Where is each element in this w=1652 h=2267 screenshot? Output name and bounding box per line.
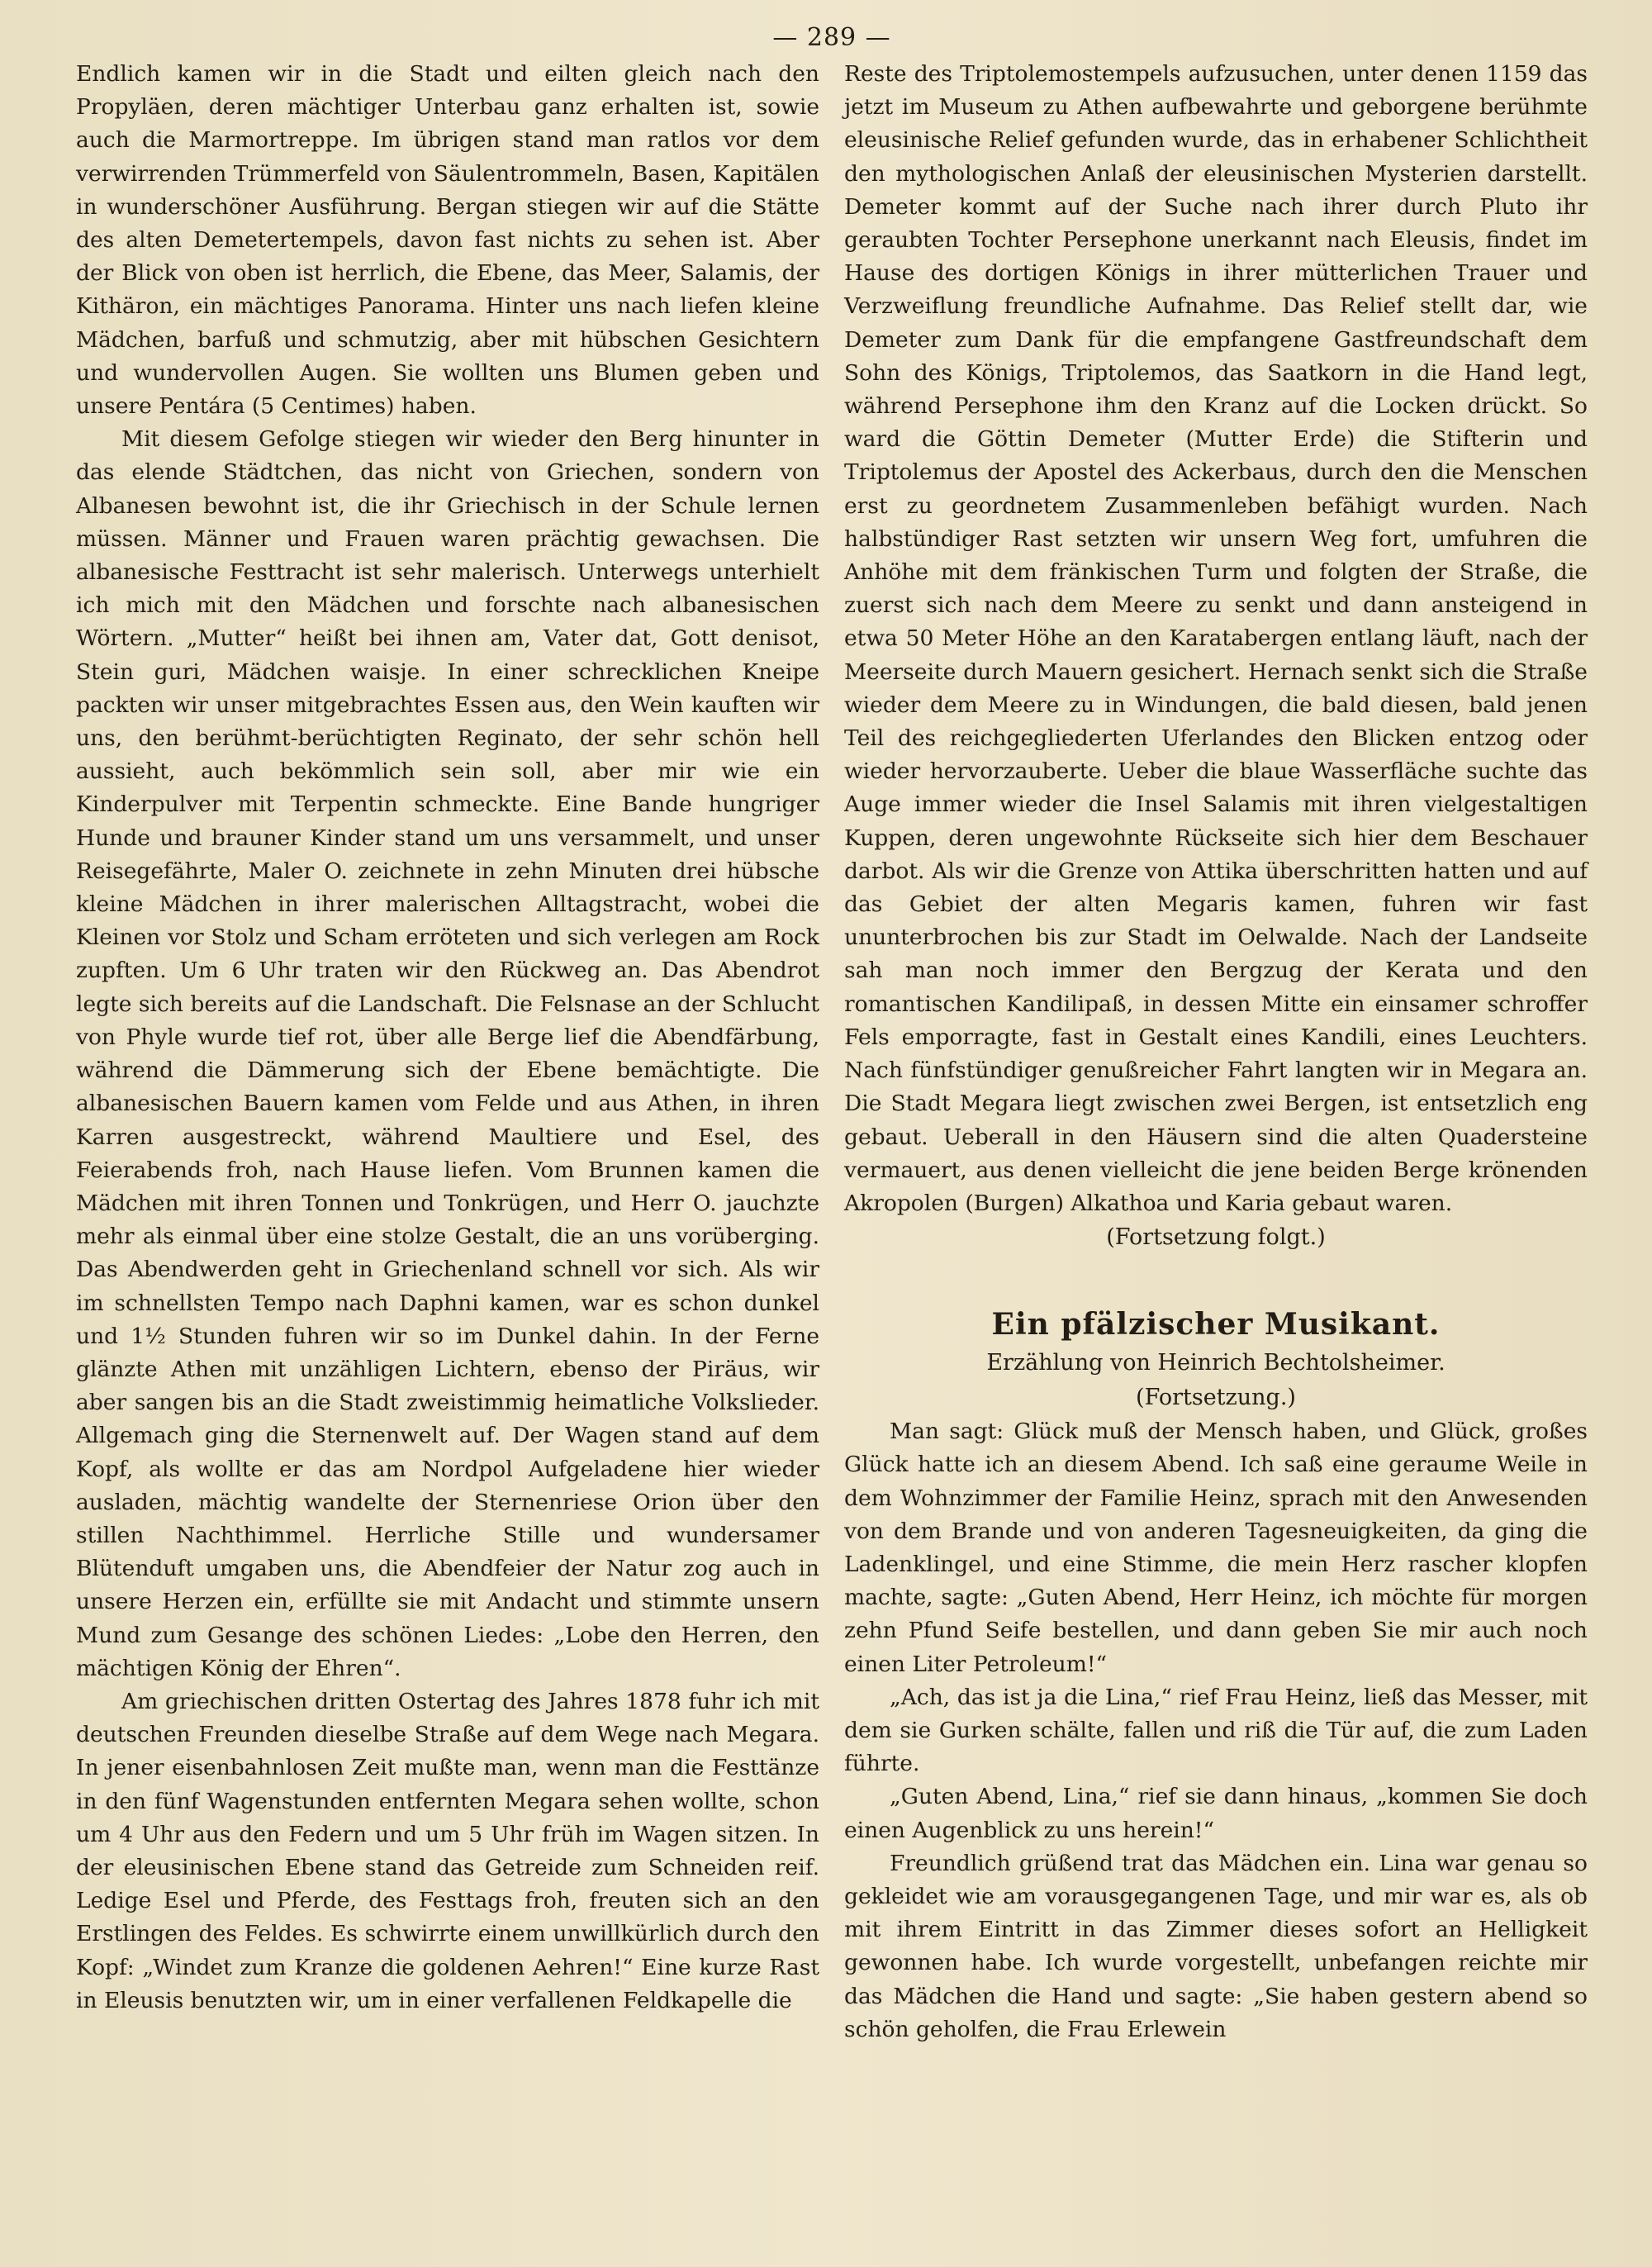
travel-paragraph-3: Am griechischen dritten Ostertag des Jahres 1878 fuhr ich mit deutschen Freunden dieselbe Straße auf dem Wege nach Megara. In jener eisenbahnlosen Zeit mußte man, wenn man die Festtänze in den fünf Wagenstunden entfernten Megara sehen wollte, schon um 4 Uhr aus den Federn und um 5 Uhr früh im Wagen sitzen. In der eleusinischen Ebene stand das Getreide zum Schneiden reif. Ledige Esel und Pferde, des Festtags froh, freuten sich an den Erstlingen des Feldes. Es schwirrte einem unwillkürlich durch den Kopf: „Windet zum Kranze die goldenen Aehren!“ Eine kurze Rast in Eleusis benutzten wir, um in einer verfallenen Feldkapelle die [76,1688,819,2013]
story-byline: Erzählung von Heinrich Bechtolsheimer. [986,1350,1446,1376]
text-columns [76,58,1588,2046]
travel-paragraph-2: Mit diesem Gefolge stiegen wir wieder den Berg hinunter in das elende Städtchen, das nicht von Griechen, sondern von Albanesen bewohnt ist, die ihr Griechisch in der Schule lernen müssen. Männer und Frauen waren prächtig gewachsen. Die albanesische Festtracht ist sehr malerisch. Unterwegs unterhielt ich mich mit den Mädchen und forschte nach albanesischen Wörtern. „Mutter“ heißt bei ihnen am, Vater dat, Gott denisot, Stein guri, Mädchen waisje. In einer schrecklichen Kneipe packten wir unser mitgebrachtes Essen aus, den Wein kauften wir uns, den berühmt-berüchtigten Reginato, der sehr schön hell aussieht, auch bekömmlich sein soll, aber mir wie ein Kinderpulver mit Terpentin schmeckte. Eine Bande hungriger Hunde und brauner Kinder stand um uns versammelt, und unser Reisegefährte, Maler O. zeichnete in zehn Minuten drei hübsche kleine Mädchen in ihrer malerischen Alltagstracht, wobei die Kleinen vor Stolz und Scham erröteten und sich verlegen am Rock zupften. Um 6 Uhr traten wir den Rückweg an. Das Abendrot legte sich bereits auf die Landschaft. Die Felsnase an der Schlucht von Phyle wurde tief rot, über alle Berge lief die Abendfärbung, während die Dämmerung sich der Ebene bemächtigte. Die albanesischen Bauern kamen vom Felde und aus Athen, in ihren Karren ausgestreckt, während Maultiere und Esel, des Feierabends froh, nach Hause liefen. Vom Brunnen kamen die Mädchen mit ihren Tonnen und Tonkrügen, und Herr O. jauchzte mehr als einmal über eine stolze Gestalt, die an uns vorüberging. Das Abendwerden geht in Griechenland schnell vor sich. Als wir im schnellsten Tempo nach Daphni kamen, war es schon dunkel und 1½ Stunden fuhren wir so im Dunkel dahin. In der Ferne glänzte Athen mit unzähligen Lichtern, ebenso der Piräus, wir aber sangen bis an die Stadt zweistimmig heimatliche Volkslieder. Allgemach ging die Sternenwelt auf. Der Wagen stand auf dem Kopf, als wollte er das am Nordpol Aufgeladene hier wieder ausladen, mächtig wandelte der Sternenriese Orion über den stillen Nachthimmel. Herrliche Stille und wundersamer Blütenduft umgaben uns, die Abendfeier der Natur zog auch in unsere Herzen ein, erfüllte sie mit Andacht und stimmte unsern Mund zum Gesange des schönen Liedes: „Lobe den Herren, den mächtigen König der Ehren“. [76,426,819,1681]
story-continued-label: (Fortsetzung.) [1136,1385,1296,1411]
story-paragraph-4: Freundlich grüßend trat das Mädchen ein. Lina war genau so gekleidet wie am vorausgegangenen Tage, und mir war es, als ob mit ihrem Eintritt in das Zimmer dieses sofort an Helligkeit gewonnen habe. Ich wurde vorgestellt, unbefangen reichte mir das Mädchen die Hand und sagte: „Sie haben gestern abend so schön geholfen, die Frau Erlewein [844,1850,1588,2042]
continued-note: (Fortsetzung folgt.) [1106,1224,1326,1251]
left-column [76,58,819,2046]
travel-paragraph-1: Endlich kamen wir in die Stadt und eilten gleich nach den Propyläen, deren mächtiger Unterbau ganz erhalten ist, sowie auch die Marmortreppe. Im übrigen stand man ratlos vor dem verwirrenden Trümmerfeld von Säulentrommeln, Basen, Kapitälen in wunderschöner Ausführung. Bergan stiegen wir auf die Stätte des alten Demetertempels, davon fast nichts zu sehen ist. Aber der Blick von oben ist herrlich, die Ebene, das Meer, Salamis, der Kithäron, ein mächtiges Panorama. Hinter uns nach liefen kleine Mädchen, barfuß und schmutzig, aber mit hübschen Gesichtern und wundervollen Augen. Sie wollten uns Blumen geben und unsere Pentára (5 Centimes) haben. [76,61,819,420]
story-paragraph-1: Man sagt: Glück muß der Mensch haben, und Glück, großes Glück hatte ich an diesem Abend. Ich saß eine geraume Weile in dem Wohnzimmer der Familie Heinz, sprach mit den Anwesenden von dem Brande und von anderen Tagesneuigkeiten, da ging die Ladenklingel, und eine Stimme, die mein Herz rascher klopfen machte, sagte: „Guten Abend, Herr Heinz, ich möchte für morgen zehn Pfund Seife bestellen, und dann geben Sie mir auch noch einen Liter Petroleum!“ [844,1419,1588,1677]
page-number: — 289 — [772,23,891,52]
right-column [844,58,1588,2046]
story-paragraph-3: „Guten Abend, Lina,“ rief sie dann hinaus, „kommen Sie doch einen Augenblick zu uns herein!“ [844,1784,1588,1843]
story-title: Ein pfälzischer Musikant. [991,1307,1441,1343]
story-paragraph-2: „Ach, das ist ja die Lina,“ rief Frau Heinz, ließ das Messer, mit dem sie Gurken schälte, fallen und riß die Tür auf, die zum Laden führte. [844,1684,1588,1777]
travel-paragraph-continuation: Reste des Triptolemostempels aufzusuchen, unter denen 1159 das jetzt im Museum zu Athen aufbewahrte und geborgene berühmte eleusinische Relief gefunden wurde, das in erhabener Schlichtheit den mythologischen Anlaß der eleusinischen Mysterien darstellt. Demeter kommt auf der Suche nach ihrer durch Pluto ihr geraubten Tochter Persephone unerkannt nach Eleusis, findet im Hause des dortigen Königs in ihrer mütterlichen Trauer und Verzweiflung freundliche Aufnahme. Das Relief stellt dar, wie Demeter zum Dank für die empfangene Gastfreundschaft dem Sohn des Königs, Triptolemos, das Saatkorn in die Hand legt, während Persephone ihm den Kranz auf die Locken drückt. So ward die Göttin Demeter (Mutter Erde) die Stifterin und Triptolemus der Apostel des Ackerbaus, durch den die Menschen erst zu geordnetem Zusammenleben befähigt wurden. Nach halbstündiger Rast setzten wir unsern Weg fort, umfuhren die Anhöhe mit dem fränkischen Turm und folgten der Straße, die zuerst sich nach dem Meere zu senkt und dann ansteigend in etwa 50 Meter Höhe an den Karatabergen entlang läuft, nach der Meerseite durch Mauern gesichert. Hernach senkt sich die Straße wieder dem Meere zu in Windungen, die bald diesen, bald jenen Teil des reichgegliederten Uferlandes den Blicken entzog oder wieder hervorzauberte. Ueber die blaue Wasserfläche suchte das Auge immer wieder die Insel Salamis mit ihren vielgestaltigen Kuppen, deren ungewohnte Rückseite sich hier dem Beschauer darbot. Als wir die Grenze von Attika überschritten hatten und auf das Gebiet der alten Megaris kamen, fuhren wir fast ununterbrochen bis zur Stadt im Oelwalde. Nach der Landseite sah man noch immer den Bergzug der Kerata und den romantischen Kandilipaß, in dessen Mitte ein einsamer schroffer Fels emporragte, fast in Gestalt eines Kandili, eines Leuchters. Nach fünfstündiger genußreicher Fahrt langten wir in Megara an. Die Stadt Megara liegt zwischen zwei Bergen, ist entsetzlich eng gebaut. Ueberall in den Häusern sind die alten Quadersteine vermauert, aus denen vielleicht die jene beiden Berge krönenden Akropolen (Burgen) Alkathoa und Karia gebaut waren. [844,61,1588,1216]
